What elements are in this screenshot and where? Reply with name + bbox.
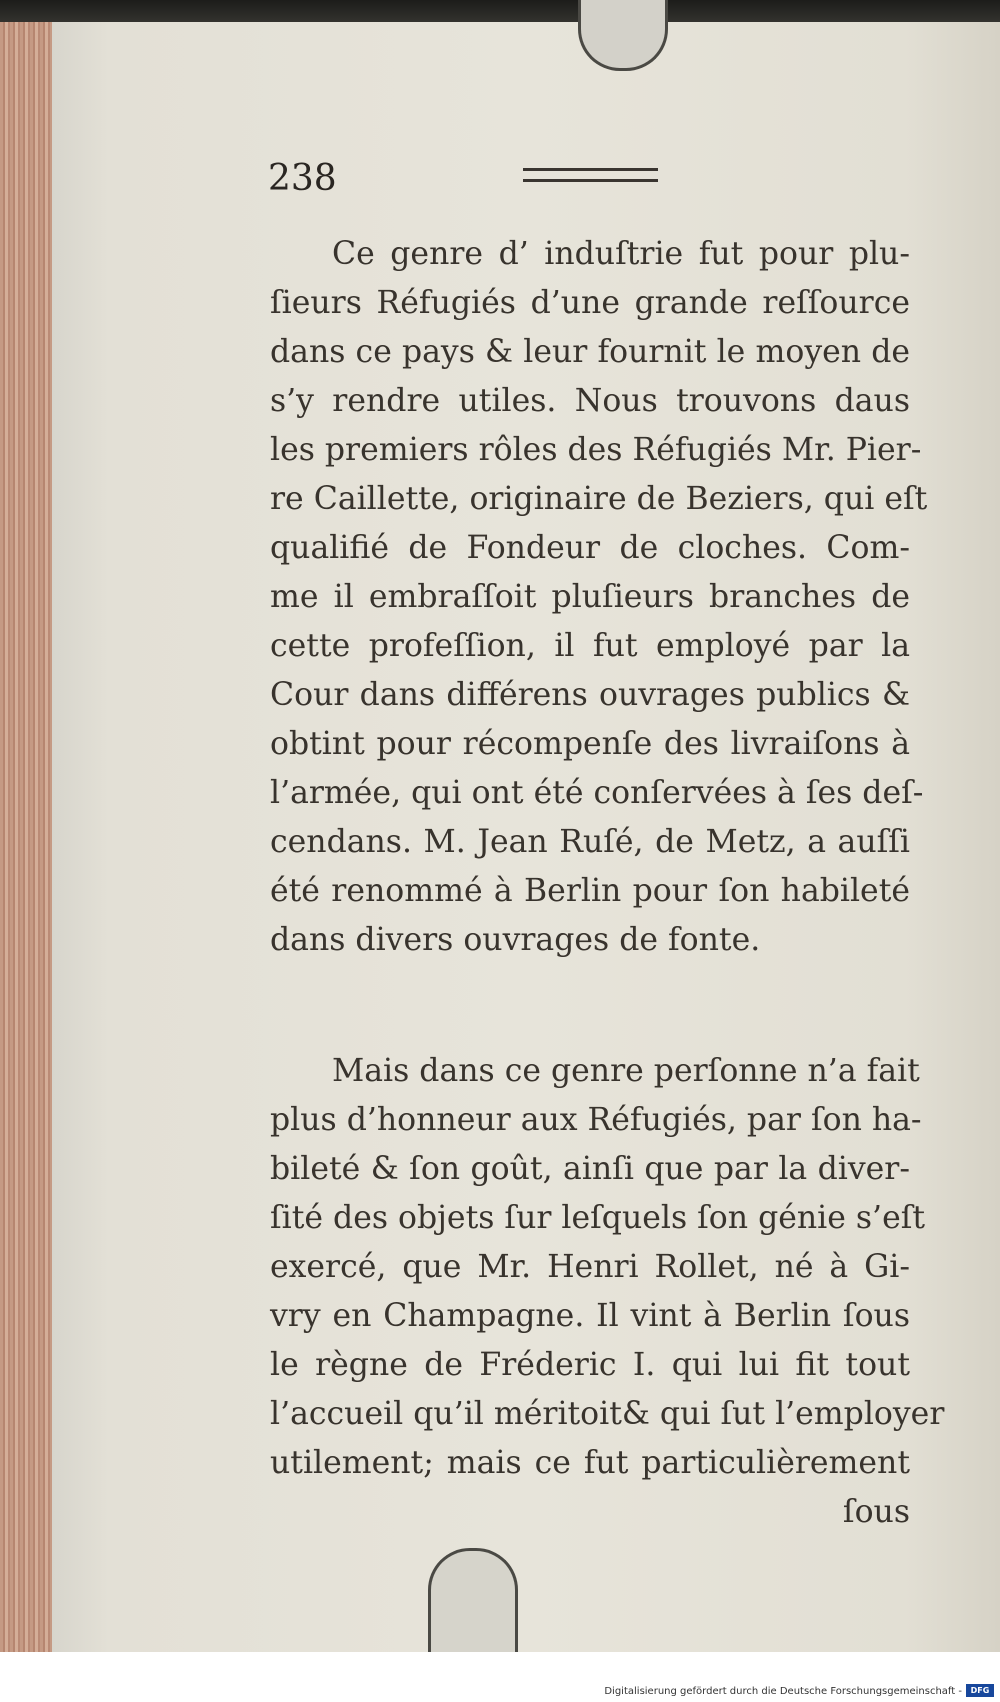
paragraph-2 [270, 1047, 945, 1537]
scan-top-border [0, 0, 1000, 22]
text-line: l’accueil qu’il méritoit& qui ſut l’employer [270, 1396, 945, 1432]
text-line: me il embraſſoit pluſieurs branches de [270, 579, 910, 615]
text-line: Ce genre d’ induſtrie fut pour plu- [332, 236, 910, 272]
text-line: dans divers ouvrages de fonte. [270, 922, 761, 958]
text-line: Cour dans différens ouvrages publics & [270, 677, 910, 713]
text-line: s’y rendre utiles. Nous trouvons daus [270, 383, 910, 419]
page-number: 238 [268, 158, 337, 199]
header-rule [523, 168, 658, 182]
catchword: ſous [842, 1494, 910, 1530]
text-line: utilement; mais ce fut particulièrement [270, 1445, 910, 1481]
text-line: Mais dans ce genre perſonne n’a fait [332, 1053, 920, 1089]
page-clip-bottom [428, 1548, 518, 1661]
text-line: le règne de Fréderic I. qui lui fit tout [270, 1347, 910, 1383]
text-line: ſieurs Réfugiés d’une grande reſſource [270, 285, 910, 321]
text-line: plus d’honneur aux Réfugiés, par ſon ha- [270, 1102, 922, 1138]
text-line: qualifié de Fondeur de cloches. Com- [270, 530, 910, 566]
text-line: exercé, que Mr. Henri Rollet, né à Gi- [270, 1249, 910, 1285]
paragraph-1 [270, 230, 928, 965]
text-line: dans ce pays & leur fournit le moyen de [270, 334, 910, 370]
text-line: obtint pour récompenſe des livraiſons à [270, 726, 910, 762]
body-text [270, 230, 945, 1537]
text-line: bileté & ſon goût, ainſi que par la diver- [270, 1151, 910, 1187]
text-line: cendans. M. Jean Ruſé, de Metz, a auſſi [270, 824, 910, 860]
text-line: ſité des objets ſur leſquels ſon génie s’eſt [270, 1200, 926, 1236]
dfg-logo: DFG [966, 1684, 994, 1697]
text-line: été renommé à Berlin pour ſon habileté [270, 873, 910, 909]
footer-credit: Digitalisierung gefördert durch die Deutsche Forschungsgemeinschaft - [604, 1686, 962, 1697]
text-line: l’armée, qui ont été conſervées à ſes deſ- [270, 775, 924, 811]
text-line: les premiers rôles des Réfugiés Mr. Pier- [270, 432, 922, 468]
digitization-footer [0, 1652, 1000, 1702]
text-line: cette profeſſion, il fut employé par la [270, 628, 910, 664]
text-line: re Caillette, originaire de Beziers, qui eſt [270, 481, 928, 517]
text-line: vry en Champagne. Il vint à Berlin ſous [270, 1298, 910, 1334]
